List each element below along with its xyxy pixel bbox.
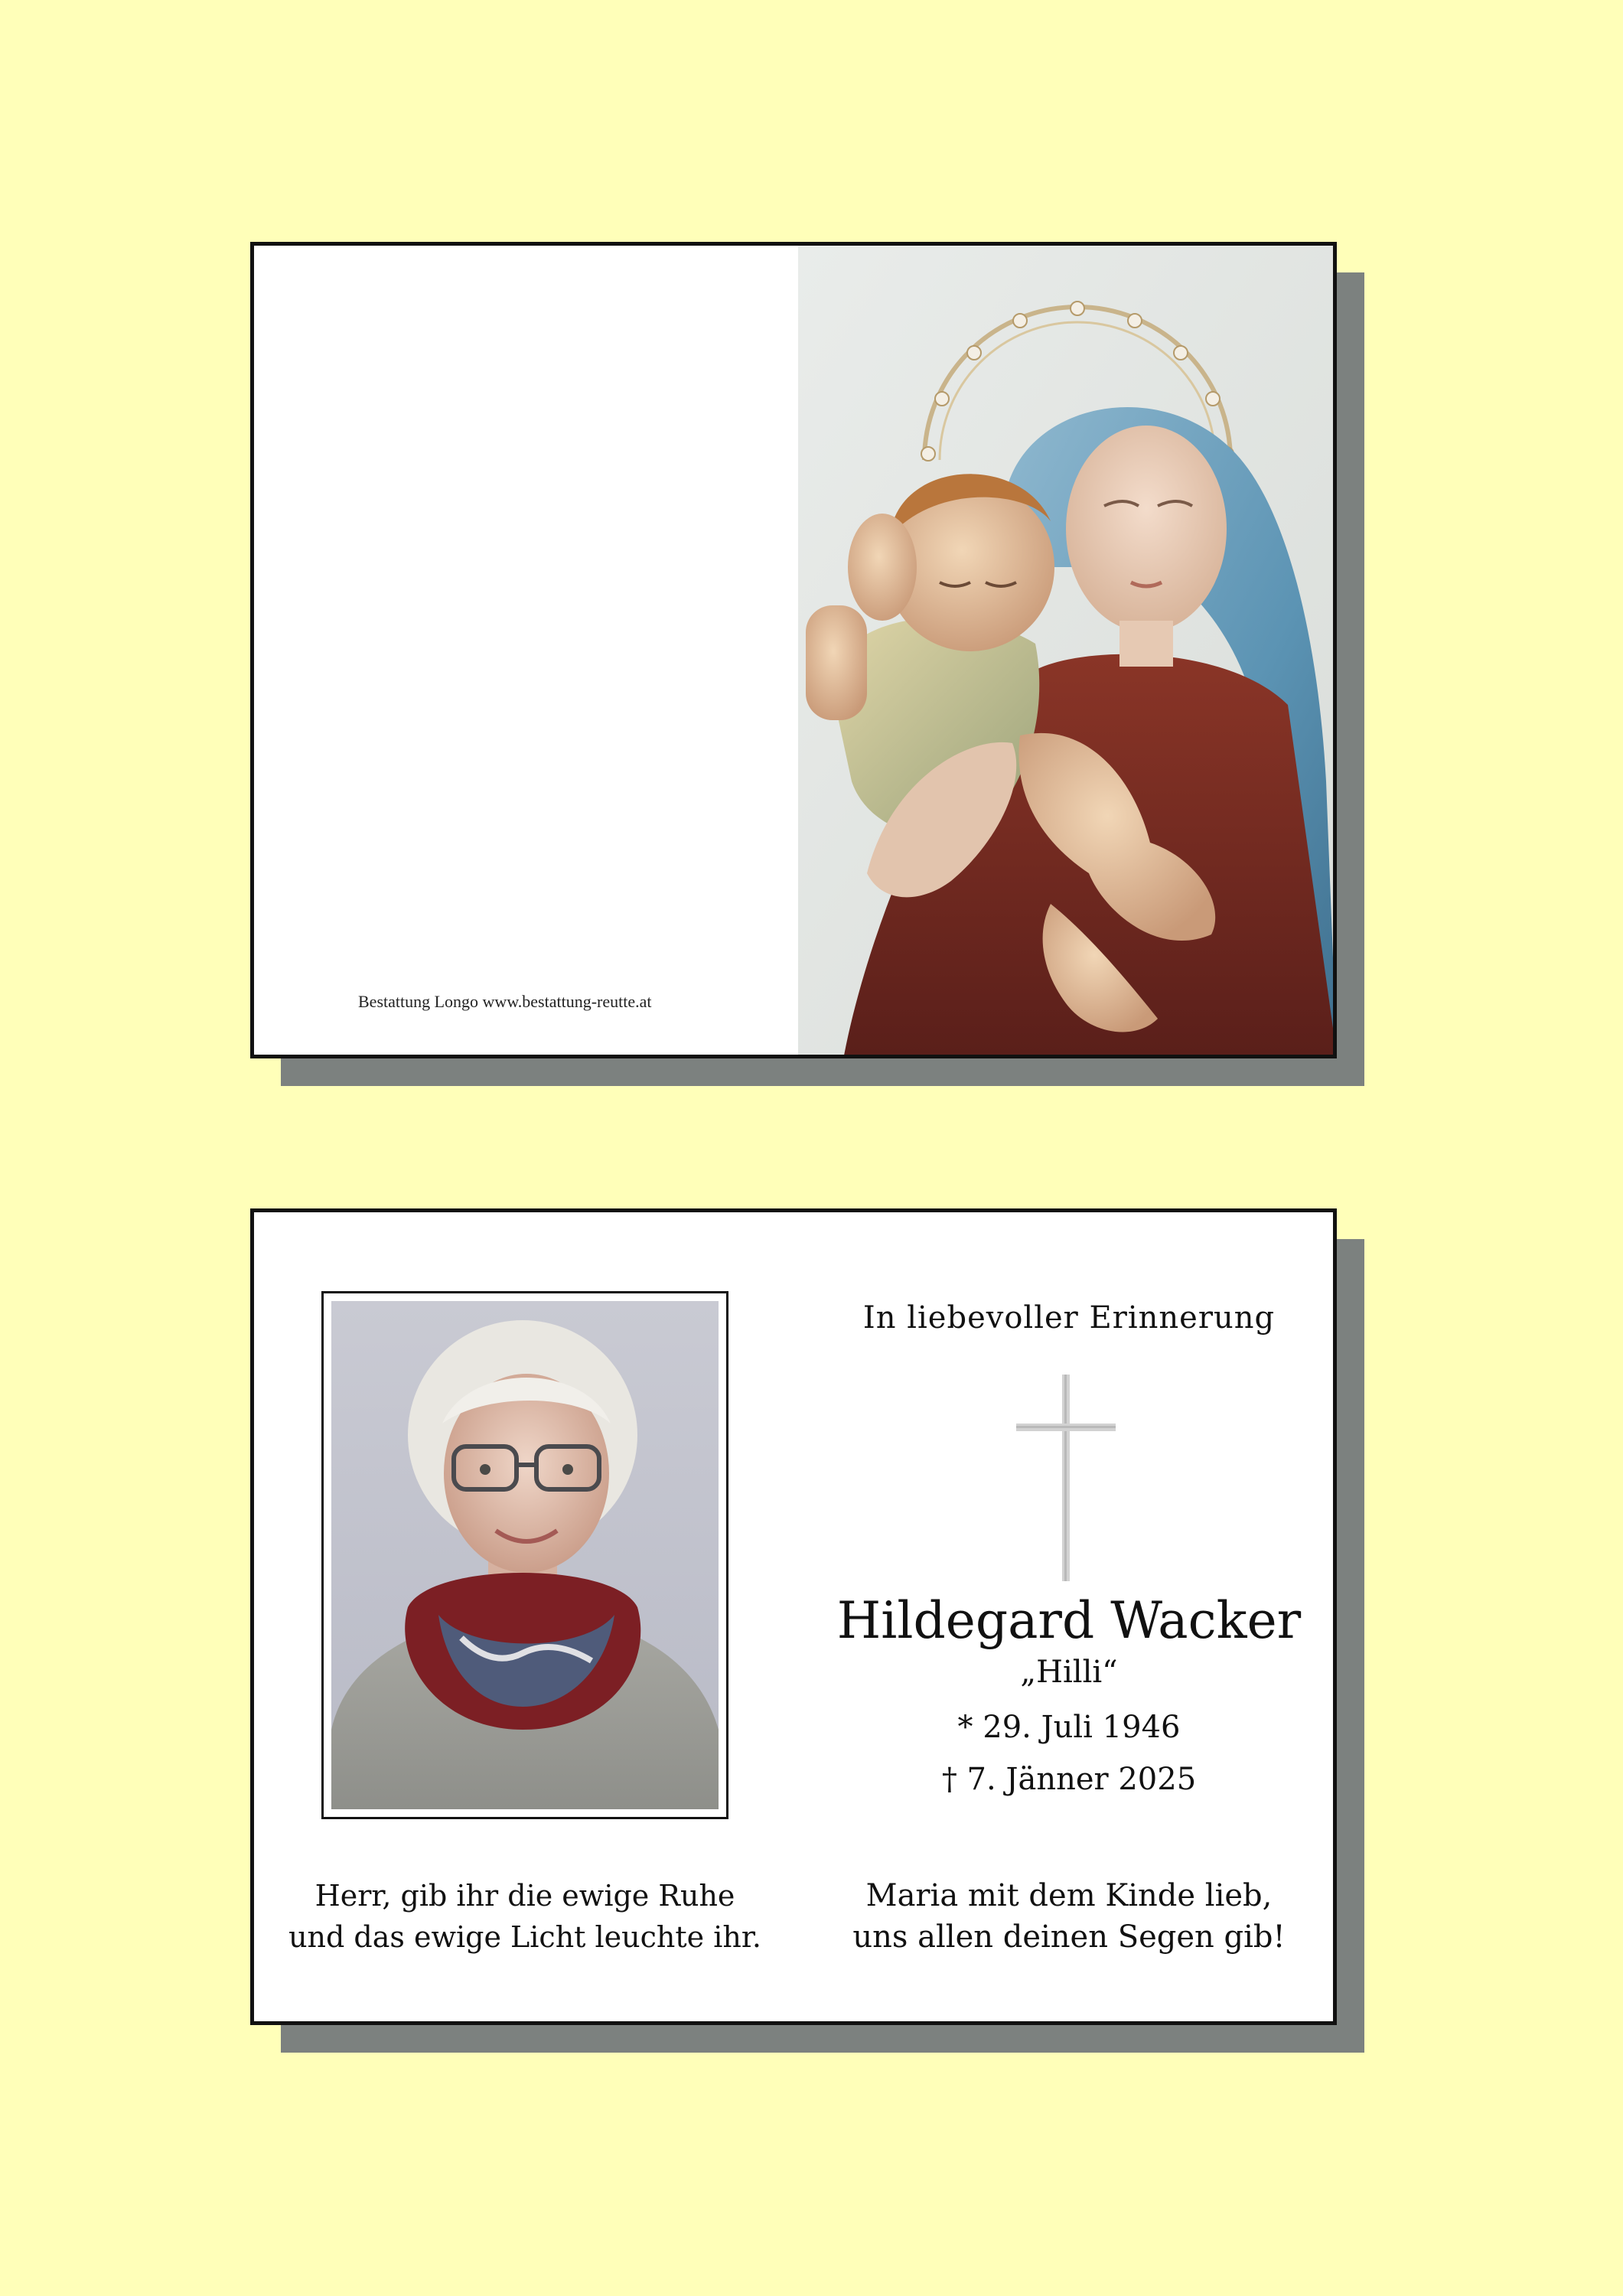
prayer-left-line-2: und das ewige Licht leuchte ihr. [288, 1920, 761, 1954]
inside-card [250, 1208, 1337, 2025]
prayer-left [285, 1875, 765, 1958]
prayer-left-line-1: Herr, gib ihr die ewige Ruhe [314, 1879, 735, 1913]
cover-card [250, 242, 1337, 1058]
birth-date: * 29. Juli 1946 [957, 1710, 1181, 1745]
prayer-right-line-2: uns allen deinen Segen gib! [852, 1919, 1286, 1955]
portrait-frame [321, 1291, 728, 1819]
deceased-name: Hildegard Wacker [836, 1591, 1302, 1650]
funeral-home-footer: Bestattung Longo www.bestattung-reutte.at [358, 992, 652, 1011]
prayer-right [805, 1875, 1333, 1958]
deceased-nickname: „Hilli“ [1020, 1655, 1118, 1690]
portrait-photo [331, 1301, 719, 1809]
prayer-right-line-1: Maria mit dem Kinde lieb, [865, 1878, 1273, 1913]
memory-heading: In liebevoller Erinnerung [862, 1300, 1276, 1336]
death-date: † 7. Jänner 2025 [941, 1762, 1197, 1797]
cross-icon [1016, 1375, 1116, 1581]
madonna-with-child-image [798, 246, 1337, 1055]
